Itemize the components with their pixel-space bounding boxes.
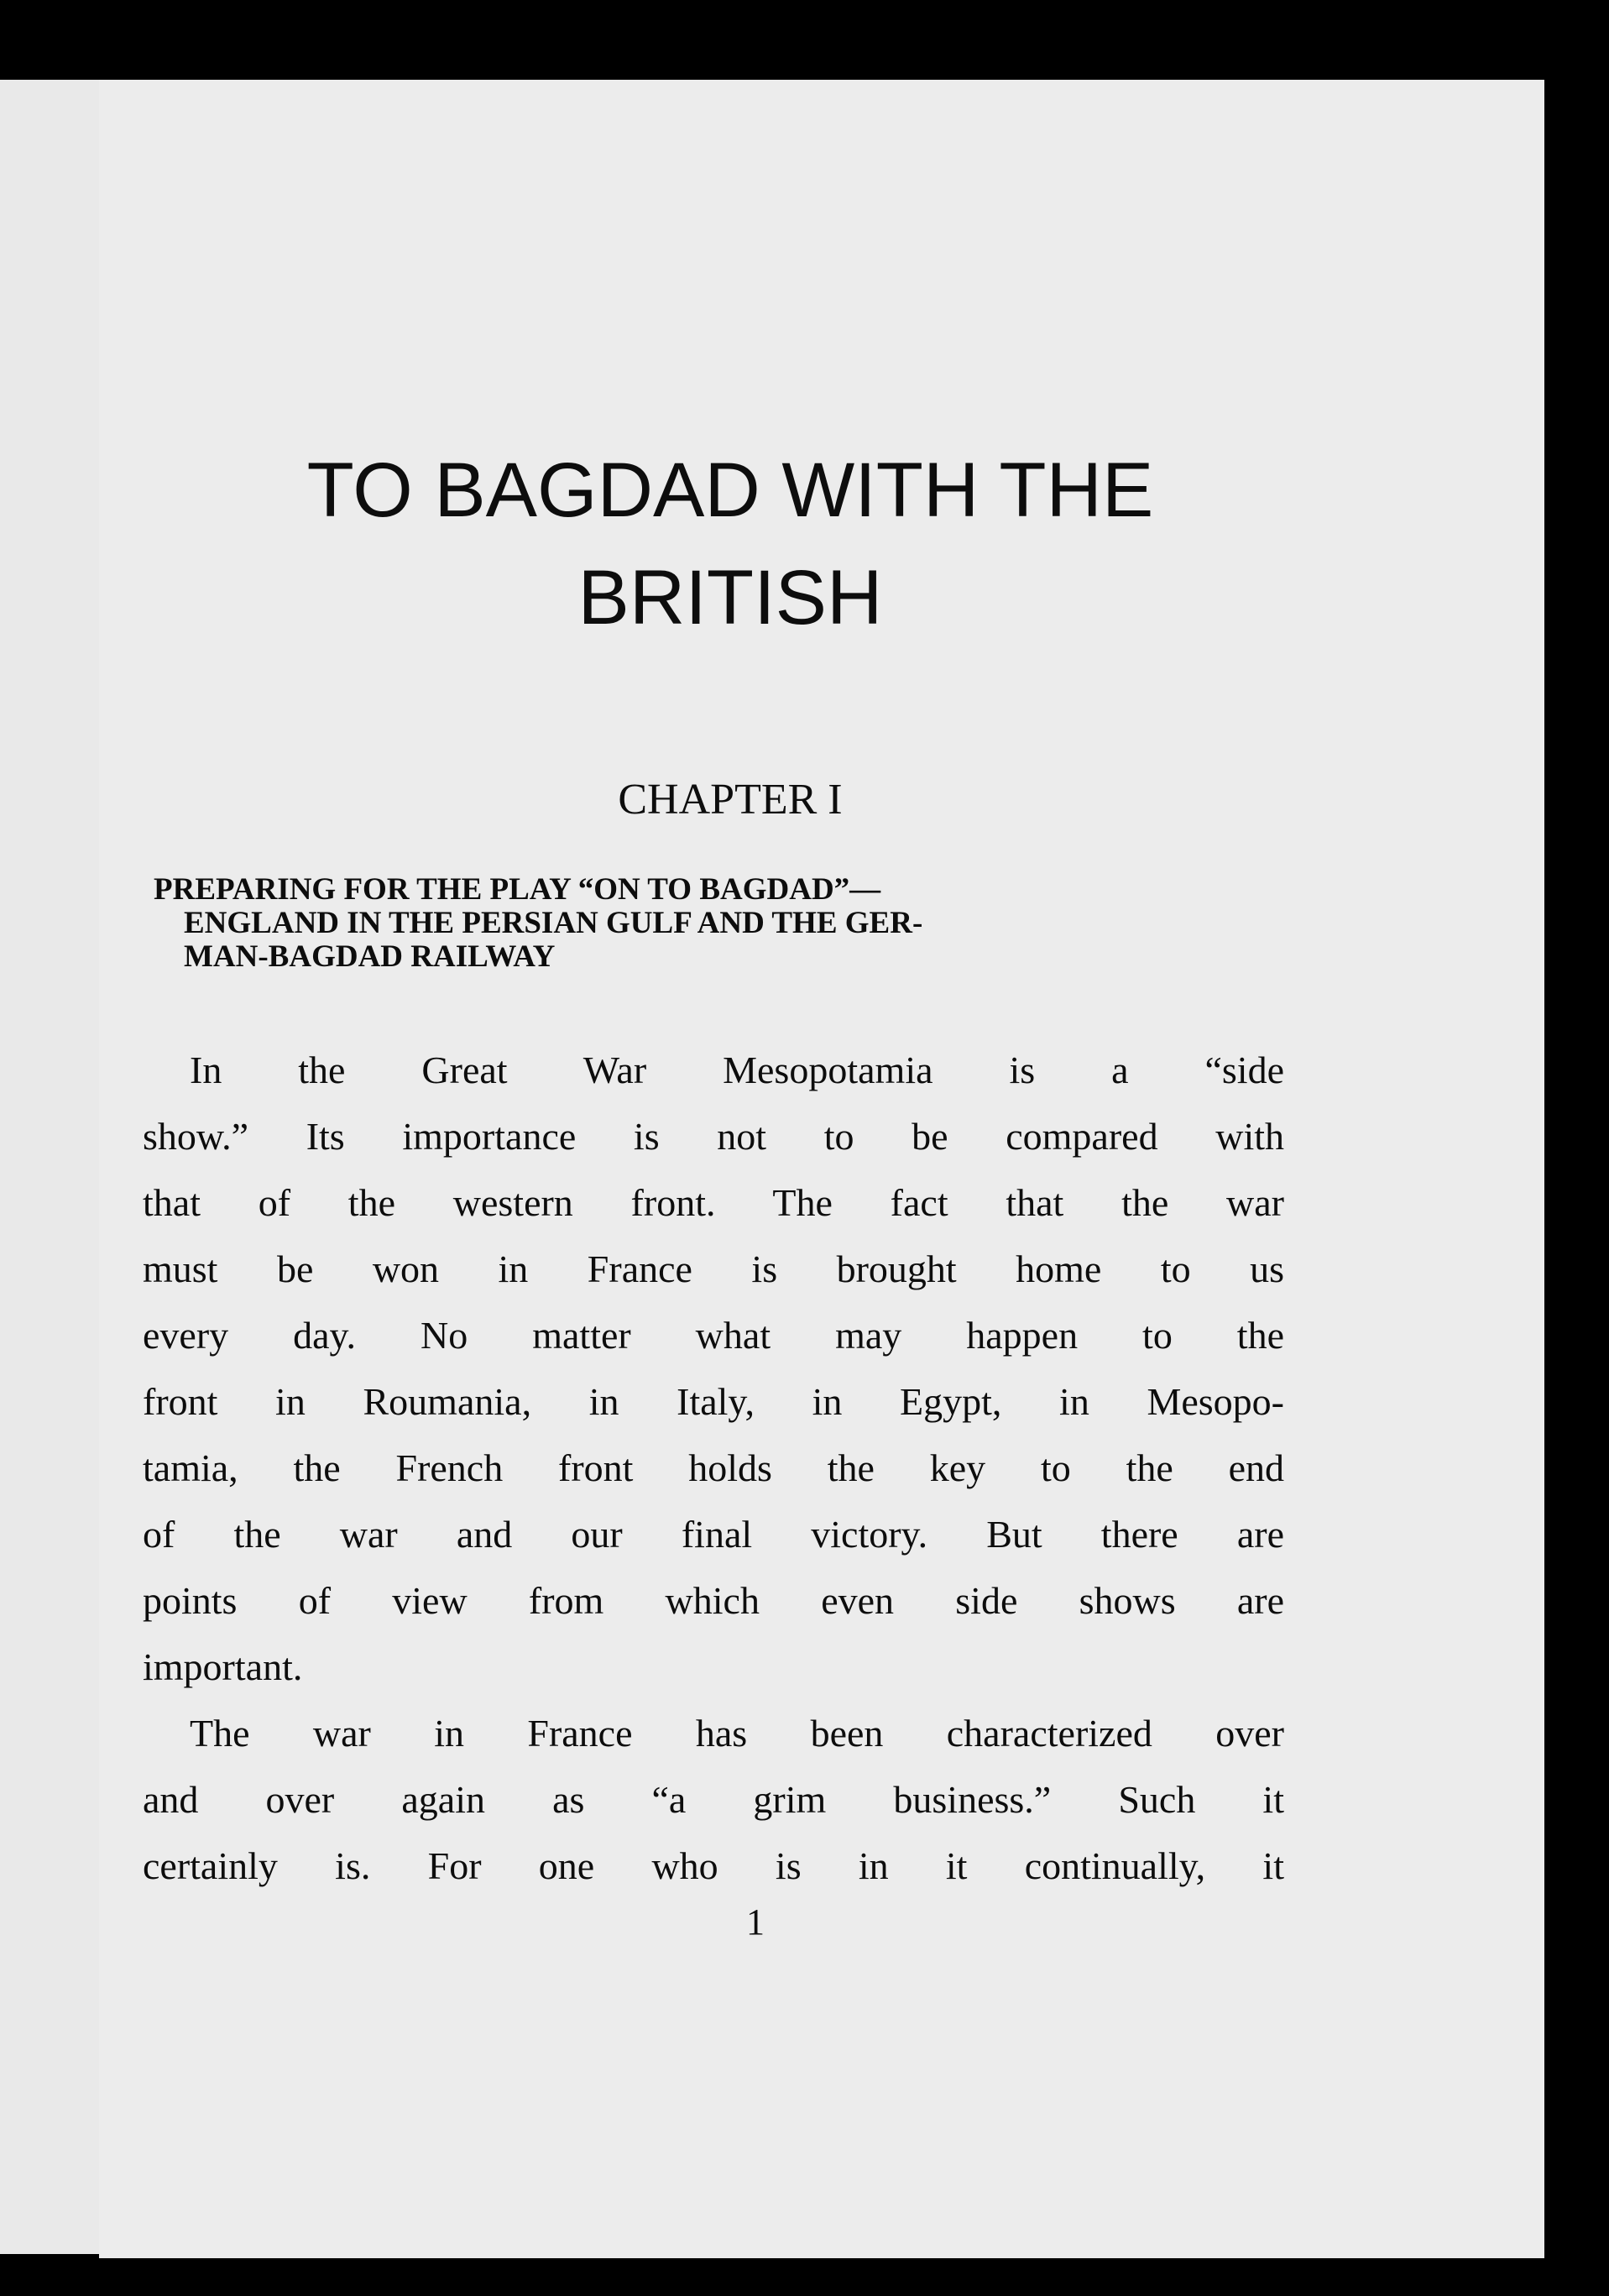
text-line: tamia, the French front holds the key to the end (143, 1446, 1284, 1489)
text-line: and over again as “a grim business.” Such it (143, 1778, 1284, 1821)
text-line: points of view from which even side shows are (143, 1579, 1284, 1622)
text-line: certainly is. For one who is in it continually, it (143, 1844, 1284, 1887)
text-line: of the war and our final victory. But there are (143, 1513, 1284, 1556)
chapter-summary-line: PREPARING FOR THE PLAY “ON TO BAGDAD”— (154, 872, 881, 907)
chapter-summary-line: MAN-BAGDAD RAILWAY (184, 939, 556, 974)
book-title-line-2: BRITISH (577, 555, 883, 641)
paragraph-2 (143, 1700, 1284, 1899)
paragraph-1 (143, 1037, 1284, 1700)
text-line: In the Great War Mesopotamia is a “side (190, 1049, 1284, 1091)
chapter-summary (154, 873, 1295, 974)
text-line: front in Roumania, in Italy, in Egypt, in Mesopo- (143, 1380, 1284, 1423)
chapter-summary-line: ENGLAND IN THE PERSIAN GULF AND THE GER- (184, 906, 923, 940)
text-line: important. (143, 1645, 303, 1688)
text-line: that of the western front. The fact that the war (143, 1181, 1284, 1224)
facing-page-edge (0, 80, 102, 2254)
page-number: 1 (746, 1901, 765, 1943)
body-text (143, 1037, 1284, 1899)
text-line: every day. No matter what may happen to the (143, 1314, 1284, 1357)
text-line: show.” Its importance is not to be compared with (143, 1115, 1284, 1158)
text-line: The war in France has been characterized over (190, 1712, 1284, 1755)
book-title (134, 437, 1326, 651)
chapter-heading: CHAPTER I (618, 776, 843, 824)
book-title-line-1: TO BAGDAD WITH THE (306, 447, 1154, 533)
text-line: must be won in France is brought home to us (143, 1247, 1284, 1290)
